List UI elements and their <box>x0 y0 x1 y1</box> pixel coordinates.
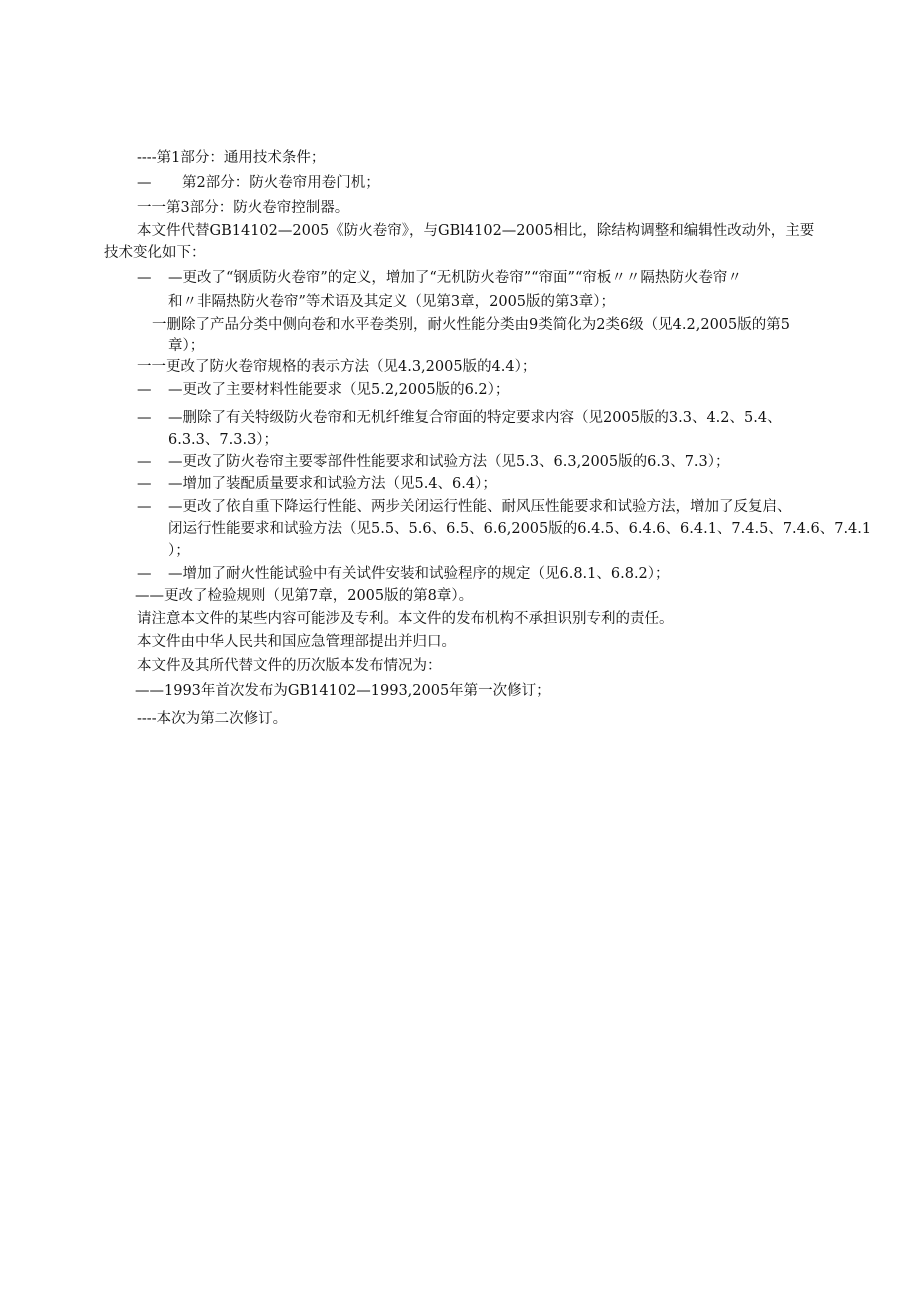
list-dash: — <box>137 175 152 191</box>
list-dash: ---- <box>137 150 157 166</box>
change-item: —更改了主要材料性能要求（见5.2,2005版的6.2）； <box>168 382 510 398</box>
change-item-cont: ）； <box>168 543 190 559</box>
change-item: —增加了装配质量要求和试验方法（见5.4、6.4）； <box>168 476 497 492</box>
list-dash: — <box>137 410 152 426</box>
change-item-cont: 章）； <box>168 338 205 354</box>
part-text: 第1部分：通用技术条件； <box>156 150 326 166</box>
list-dash: — <box>137 270 152 286</box>
change-item-cont: 闭运行性能要求和试验方法（见5.5、5.6、6.5、6.6,2005版的6.4.5、6.4.6、6.4.1、7.4.5、7.4.6、7.4.1 <box>168 521 872 537</box>
change-item: 一删除了产品分类中侧向卷和水平卷类别，耐火性能分类由9类简化为2类6级（见4.2,2005版的第5 <box>152 317 790 333</box>
change-item: ——更改了检验规则（见第7章，2005版的第8章）。 <box>135 588 474 604</box>
part-2: 第2部分：防火卷帘用卷门机； <box>182 175 380 191</box>
intro-paragraph-cont: 技术变化如下： <box>104 245 206 261</box>
part-1 <box>137 148 325 168</box>
change-item: —增加了耐火性能试验中有关试件安装和试验程序的规定（见6.8.1、6.8.2）； <box>168 566 670 582</box>
list-dash: — <box>137 382 152 398</box>
patent-note: 请注意本文件的某些内容可能涉及专利。本文件的发布机构不承担识别专利的责任。 <box>137 611 674 627</box>
list-dash: — <box>137 476 152 492</box>
list-dash: — <box>137 454 152 470</box>
part-3 <box>137 198 349 218</box>
history-intro: 本文件及其所代替文件的历次版本发布情况为： <box>137 658 442 674</box>
proposer-note: 本文件由中华人民共和国应急管理部提出并归口。 <box>137 634 456 650</box>
intro-paragraph: 本文件代替GB14102—2005《防火卷帘》，与GBl4102—2005相比，除结构调整和编辑性改动外，主要 <box>137 223 815 239</box>
change-item: —更改了“钢质防火卷帘”的定义，增加了“无机防火卷帘”“帘面”“帘板〃〃隔热防火卷帘〃 <box>168 270 742 286</box>
change-item: —更改了依自重下降运行性能、两步关闭运行性能、耐风压性能要求和试验方法，增加了反复启、 <box>168 499 792 515</box>
change-item: —删除了有关特级防火卷帘和无机纤维复合帘面的特定要求内容（见2005版的3.3、4.2、5.4、 <box>168 410 782 426</box>
list-dash: 一一 <box>137 200 166 216</box>
change-item-cont: 6.3.3、7.3.3）； <box>168 432 279 448</box>
change-item: —更改了防火卷帘主要零部件性能要求和试验方法（见5.3、6.3,2005版的6.3、7.3）； <box>168 454 730 470</box>
list-dash: — <box>137 566 152 582</box>
part-text: 第3部分：防火卷帘控制器。 <box>166 200 350 216</box>
history-item: ——1993年首次发布为GB14102—1993,2005年第一次修订； <box>135 683 551 699</box>
history-item: ----本次为第二次修订。 <box>137 711 288 727</box>
change-item-cont: 和〃非隔热防火卷帘”等术语及其定义（见第3章，2005版的第3章）； <box>168 294 616 310</box>
change-item: 一一更改了防火卷帘规格的表示方法（见4.3,2005版的4.4）； <box>137 359 537 375</box>
list-dash: — <box>137 499 152 515</box>
